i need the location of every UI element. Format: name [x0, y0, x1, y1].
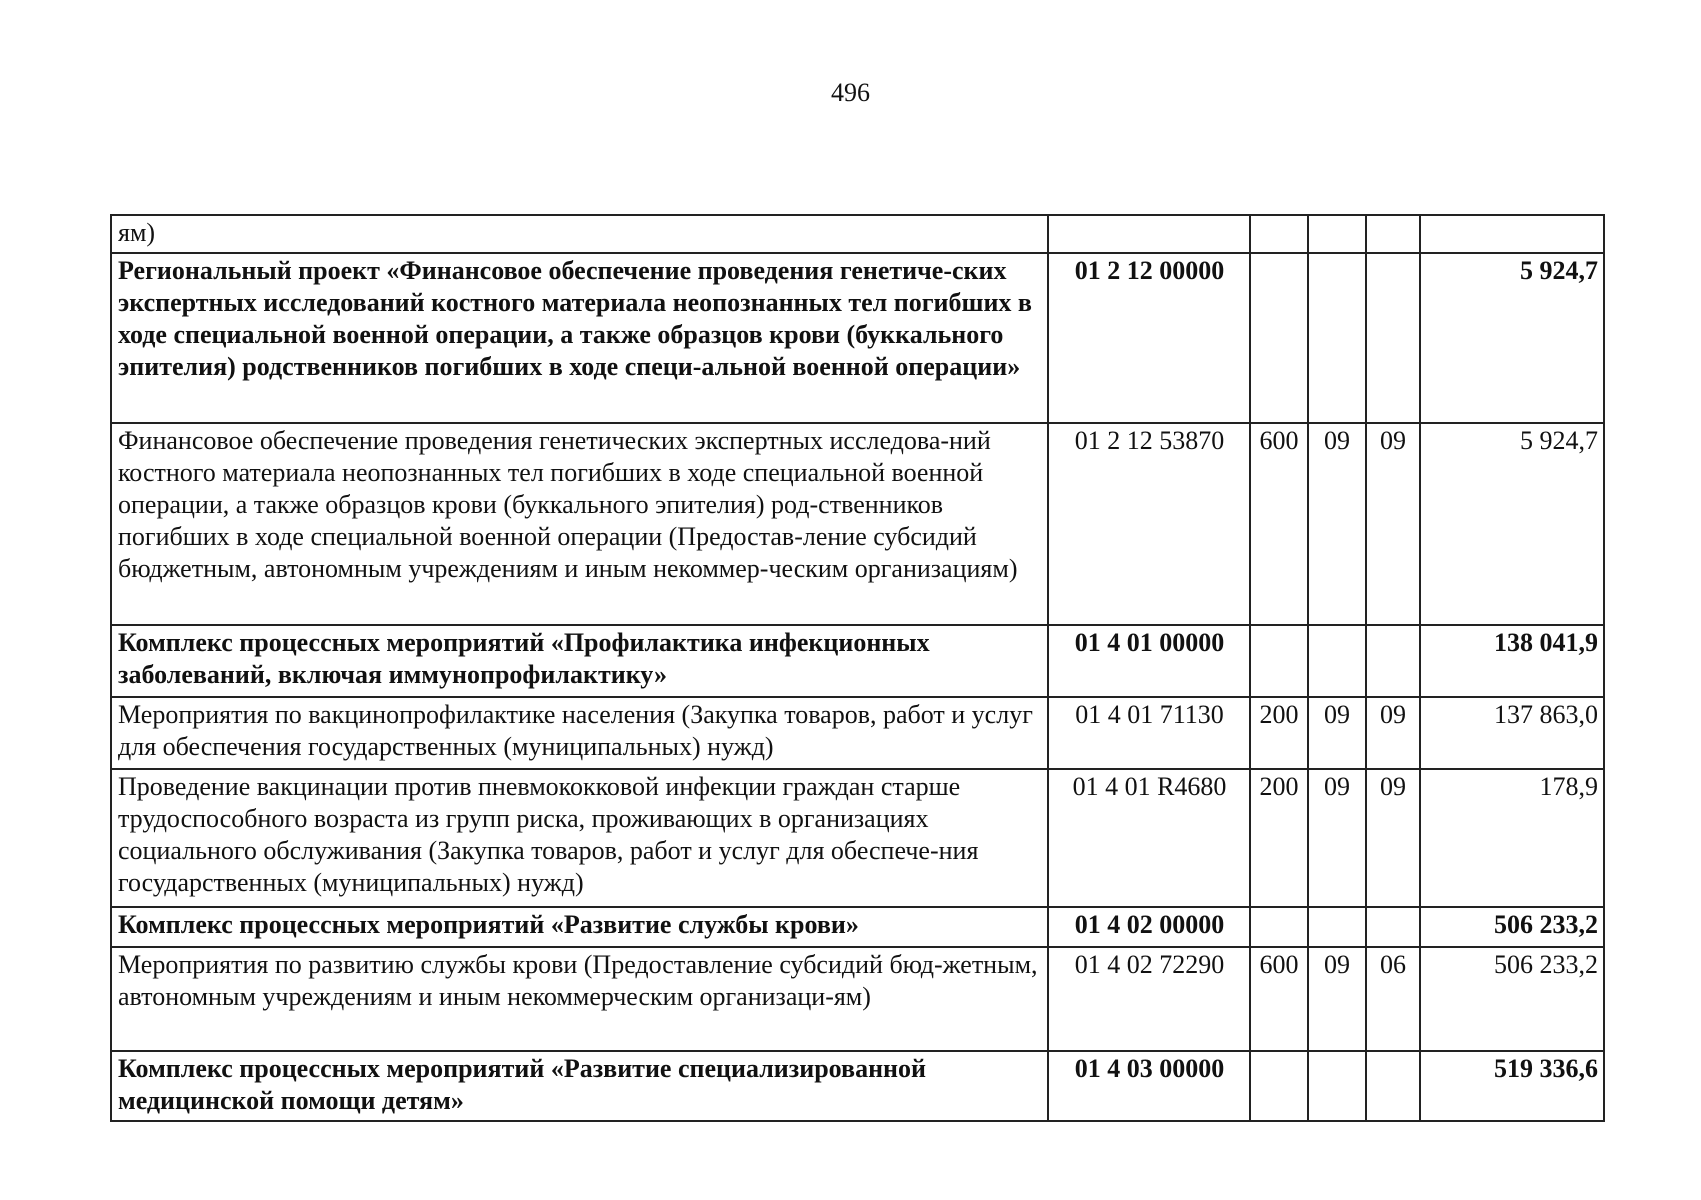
row-name-cell: Комплекс процессных мероприятий «Развитие специализированной медицинской помощи детям»	[111, 1051, 1048, 1121]
row-code-cell: 01 2 12 00000	[1048, 253, 1250, 423]
row-pr-cell	[1366, 215, 1420, 253]
row-rz-cell	[1308, 1051, 1366, 1121]
row-code-cell: 01 4 01 R4680	[1048, 769, 1250, 907]
row-pr-cell	[1366, 907, 1420, 947]
table-row	[111, 625, 1604, 697]
row-name-cell: Мероприятия по развитию службы крови (Предоставление субсидий бюд-жетным, автономным учреждениям и иным некоммерческим организаци-ям)	[111, 947, 1048, 1051]
page-number: 496	[831, 78, 870, 107]
row-amount-cell: 5 924,7	[1420, 253, 1604, 423]
table-row	[111, 253, 1604, 423]
row-vr-cell	[1250, 253, 1308, 423]
row-rz-cell	[1308, 215, 1366, 253]
row-rz-cell: 09	[1308, 697, 1366, 769]
row-amount-cell: 506 233,2	[1420, 907, 1604, 947]
row-vr-cell	[1250, 625, 1308, 697]
row-pr-cell: 09	[1366, 769, 1420, 907]
row-code-cell: 01 4 02 72290	[1048, 947, 1250, 1051]
row-code-cell: 01 4 01 00000	[1048, 625, 1250, 697]
row-vr-cell	[1250, 215, 1308, 253]
row-name-cell: Комплекс процессных мероприятий «Развитие службы крови»	[111, 907, 1048, 947]
table-row	[111, 1051, 1604, 1121]
row-rz-cell	[1308, 625, 1366, 697]
row-pr-cell: 06	[1366, 947, 1420, 1051]
row-vr-cell	[1250, 1051, 1308, 1121]
row-pr-cell	[1366, 253, 1420, 423]
row-code-cell: 01 4 03 00000	[1048, 1051, 1250, 1121]
table-row	[111, 697, 1604, 769]
row-rz-cell	[1308, 253, 1366, 423]
row-name-cell: Финансовое обеспечение проведения генетических экспертных исследова-ний костного материала неопознанных тел погибших в ходе специальной военной операции, а также образцов крови (буккального эпителия) род-ственников погибших в ходе специальной военной операции (Предостав-ление субсидий бюджетным, автономным учреждениям и иным некоммер-ческим организациям)	[111, 423, 1048, 625]
row-amount-cell: 137 863,0	[1420, 697, 1604, 769]
row-rz-cell: 09	[1308, 423, 1366, 625]
row-vr-cell: 200	[1250, 697, 1308, 769]
row-name-cell: Комплекс процессных мероприятий «Профилактика инфекционных заболеваний, включая иммунопрофилактику»	[111, 625, 1048, 697]
row-rz-cell	[1308, 907, 1366, 947]
row-name-cell: Региональный проект «Финансовое обеспечение проведения генетиче-ских экспертных исследований костного материала неопознанных тел погибших в ходе специальной военной операции, а также образцов крови (буккального эпителия) родственников погибших в ходе специ-альной военной операции»	[111, 253, 1048, 423]
table-row	[111, 769, 1604, 907]
row-vr-cell: 600	[1250, 423, 1308, 625]
row-code-cell: 01 2 12 53870	[1048, 423, 1250, 625]
row-rz-cell: 09	[1308, 947, 1366, 1051]
row-vr-cell: 200	[1250, 769, 1308, 907]
row-name-cell: ям)	[111, 215, 1048, 253]
row-rz-cell: 09	[1308, 769, 1366, 907]
row-amount-cell: 519 336,6	[1420, 1051, 1604, 1121]
table-row	[111, 423, 1604, 625]
row-vr-cell	[1250, 907, 1308, 947]
budget-table-body	[111, 215, 1604, 1121]
row-pr-cell: 09	[1366, 697, 1420, 769]
table-row	[111, 947, 1604, 1051]
row-amount-cell	[1420, 215, 1604, 253]
row-amount-cell: 138 041,9	[1420, 625, 1604, 697]
table-row	[111, 907, 1604, 947]
budget-table	[110, 214, 1605, 1122]
row-code-cell	[1048, 215, 1250, 253]
row-name-cell: Проведение вакцинации против пневмококковой инфекции граждан старше трудоспособного возраста из групп риска, проживающих в организациях социального обслуживания (Закупка товаров, работ и услуг для обеспече-ния государственных (муниципальных) нужд)	[111, 769, 1048, 907]
row-code-cell: 01 4 02 00000	[1048, 907, 1250, 947]
row-pr-cell: 09	[1366, 423, 1420, 625]
row-name-cell: Мероприятия по вакцинопрофилактике населения (Закупка товаров, работ и услуг для обеспечения государственных (муниципальных) нужд)	[111, 697, 1048, 769]
row-pr-cell	[1366, 1051, 1420, 1121]
row-amount-cell: 5 924,7	[1420, 423, 1604, 625]
table-row	[111, 215, 1604, 253]
row-amount-cell: 506 233,2	[1420, 947, 1604, 1051]
row-vr-cell: 600	[1250, 947, 1308, 1051]
row-code-cell: 01 4 01 71130	[1048, 697, 1250, 769]
row-amount-cell: 178,9	[1420, 769, 1604, 907]
row-pr-cell	[1366, 625, 1420, 697]
